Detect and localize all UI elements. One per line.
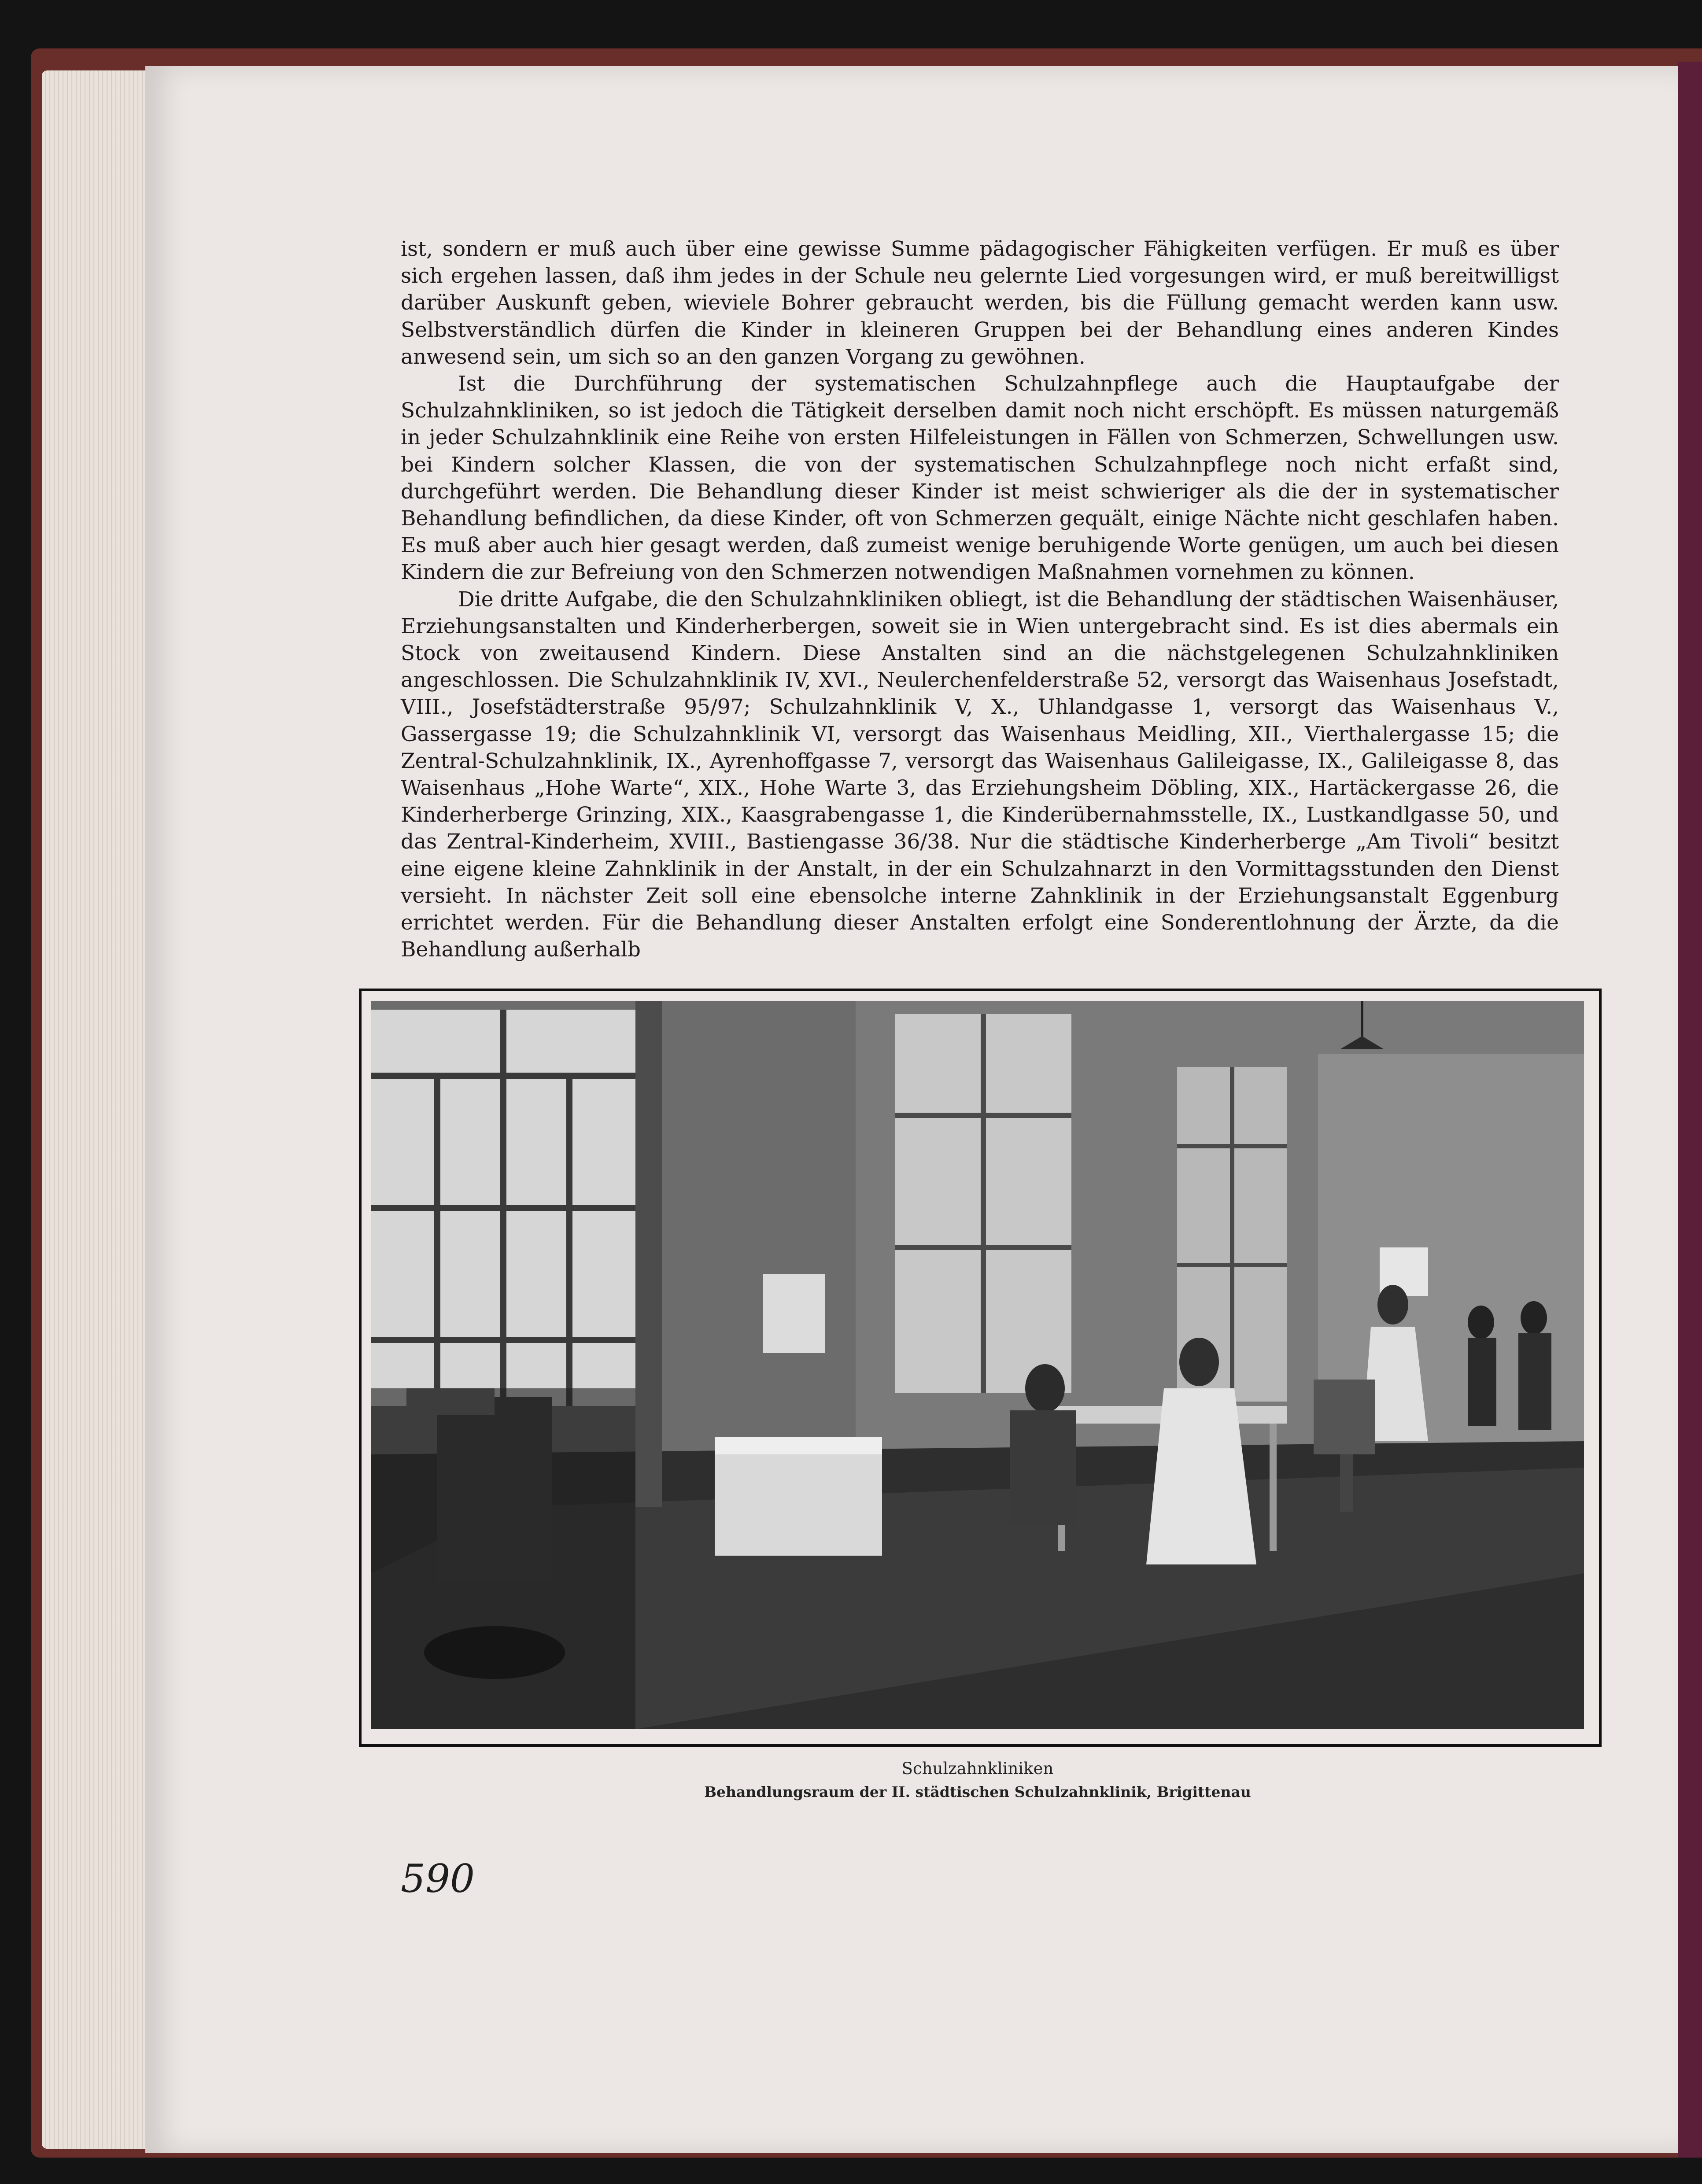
figure-caption-subtitle: Behandlungsraum der II. städtischen Schulzahnklinik, Brigittenau (704, 1783, 1251, 1800)
paragraph-1: ist, sondern er muß auch über eine gewisse Summe pädagogischer Fähigkeiten verfügen. Er muß es über sich ergehen lassen, daß ihm jedes in der Schule neu gelernte Lied vorgesungen wird, er muß bereitwilligst darüber Auskunft geben, wieviele Bohrer gebraucht werden, bis die Füllung gemacht werden kann usw. Selbstverständlich dürfen die Kinder in kleineren Gruppen bei der Behandlung eines anderen Kindes anwesend sein, um sich so an den ganzen Vorgang zu gewöhnen. (401, 237, 1559, 369)
book-binding-edge (1678, 62, 1702, 2158)
paragraph-3: Die dritte Aufgabe, die den Schulzahnkliniken obliegt, ist die Behandlung der städtischen Waisenhäuser, Erziehungsanstalten und Kinderherbergen, soweit sie in Wien untergebracht sind. Es ist dies abermals ein Stock von zweitausend Kindern. Diese Anstalten sind an die nächstgelegenen Schulzahnkliniken angeschlossen. Die Schulzahnklinik IV, XVI., Neulerchenfelderstraße 52, versorgt das Waisenhaus Josefstadt, VIII., Josefstädterstraße 95/97; Schulzahnklinik V, X., Uhlandgasse 1, versorgt das Waisenhaus V., Gassergasse 19; die Schulzahnklinik VI, versorgt das Waisenhaus Meidling, XII., Vierthalergasse 15; die Zentral-Schulzahnklinik, IX., Ayrenhoffgasse 7, versorgt das Waisenhaus Galileigasse, IX., Galileigasse 8, das Waisenhaus „Hohe Warte“, XIX., Hohe Warte 3, das Erziehungsheim Döbling, XIX., Hartäckergasse 26, die Kinderherberge Grinzing, XIX., Kaasgrabengasse 1, die Kinderübernahmsstelle, IX., Lustkandlgasse 50, und das Zentral-Kinderheim, XVIII., Bastiengasse 36/38. Nur die städtische Kinderherberge „Am Tivoli“ besitzt eine eigene kleine Zahnklinik in der Anstalt, in der ein Schulzahnarzt in den Vormittagsstunden den Dienst versieht. In nächster Zeit soll eine ebensolche interne Zahnklinik in der Erziehungsanstalt Eggenburg errichtet werden. Für die Behandlung dieser Anstalten erfolgt eine Sonderentlohnung der Ärzte, da die Behandlung außerhalb (401, 587, 1559, 962)
body-text (401, 236, 1559, 963)
clinic-photograph (371, 1001, 1584, 1729)
page-number: 590 (401, 1856, 475, 1901)
clinic-room-illustration (371, 1001, 1584, 1729)
paragraph-2: Ist die Durchführung der systematischen Schulzahnpflege auch die Hauptaufgabe der Schulzahnkliniken, so ist jedoch die Tätigkeit derselben damit noch nicht erschöpft. Es müssen naturgemäß in jeder Schulzahnklinik eine Reihe von ersten Hilfeleistungen in Fällen von Schmerzen, Schwellungen usw. bei Kindern solcher Klassen, die von der systematischen Schulzahnpflege noch nicht erfaßt sind, durchgeführt werden. Die Behandlung dieser Kinder ist meist schwieriger als die der in systematischer Behandlung befindlichen, da diese Kinder, oft von Schmerzen gequält, einige Nächte nicht geschlafen haben. Es muß aber auch hier gesagt werden, daß zumeist wenige beruhigende Worte genügen, um auch bei diesen Kindern die zur Befreiung von den Schmerzen notwendigen Maßnahmen vornehmen zu können. (401, 372, 1559, 585)
photo-frame (359, 989, 1602, 1747)
figure-caption-title: Schulzahnkliniken (901, 1759, 1054, 1778)
